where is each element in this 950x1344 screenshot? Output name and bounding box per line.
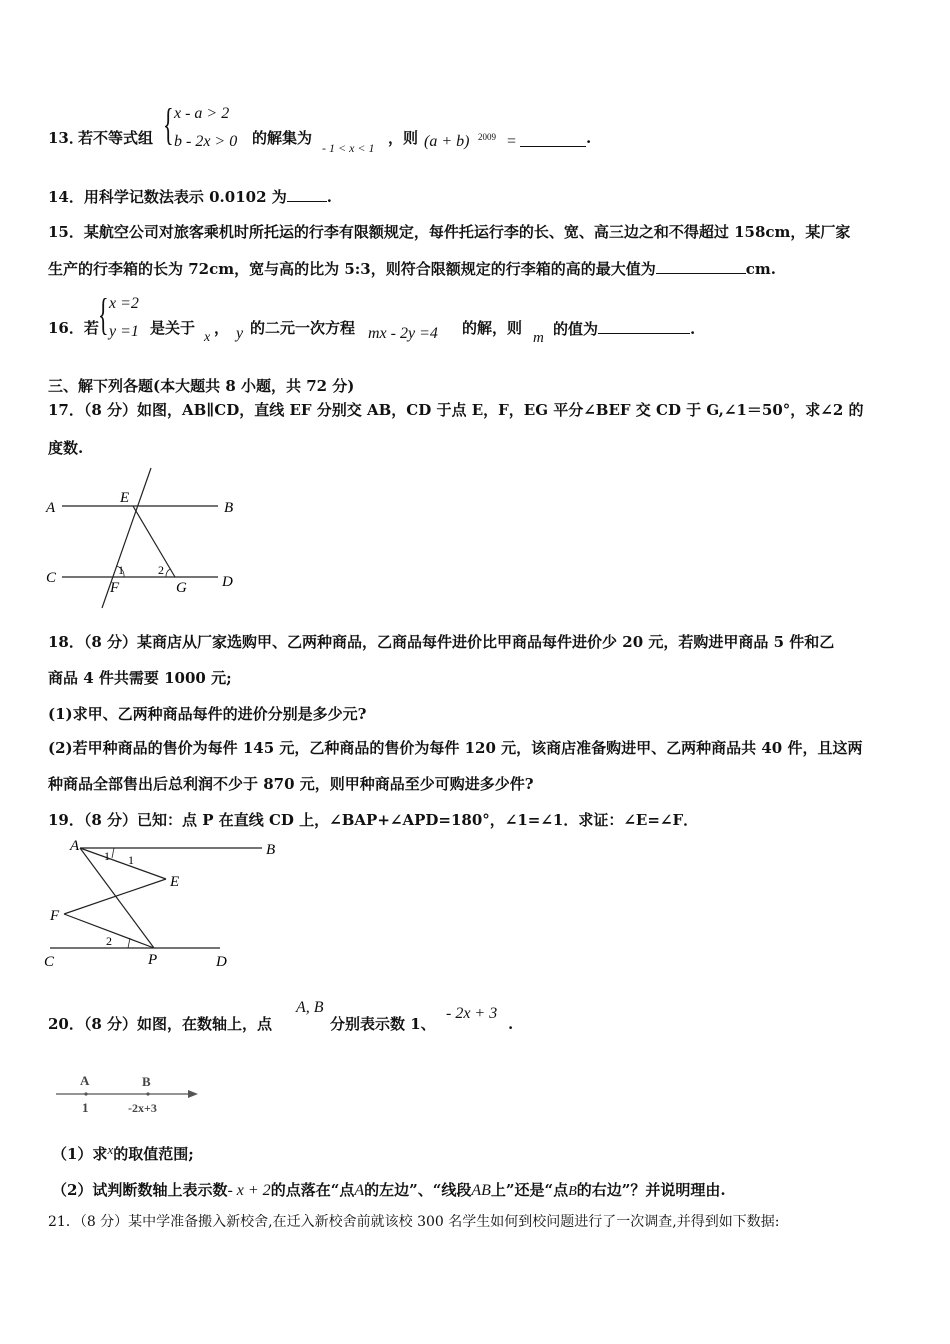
q20-part2-point-b: B	[568, 1184, 577, 1199]
q17-label-e: E	[120, 490, 130, 506]
q13-prefix: 若不等式组	[78, 129, 154, 147]
q16-comma: ，	[214, 319, 230, 337]
q18-part2-line1: (2)若甲种商品的售价为每件 145 元，乙种商品的售价为每件 120 元，该商店准备购进甲、乙两种商品共 40 件，且这两	[48, 739, 863, 757]
q15-unit: cm.	[745, 260, 776, 278]
q17-label-f: F	[110, 580, 120, 596]
q17-figure	[40, 462, 250, 612]
q17-label-g: G	[176, 580, 187, 596]
q13-system-line2: b - 2x > 0	[174, 133, 238, 150]
q20-part2-post: 的右边”？并说明理由.	[576, 1181, 726, 1199]
q20-part2-point-a: A	[354, 1182, 365, 1199]
q15-answer-blank	[656, 258, 746, 274]
q20-points: A, B	[296, 999, 324, 1016]
q19-figure	[40, 834, 290, 974]
q13-middle: 的解集为	[252, 129, 313, 147]
q16-answer-blank	[598, 318, 690, 334]
q19-angle-mark1	[112, 848, 114, 858]
q15-line2	[48, 258, 776, 279]
q18-part1: (1)求甲、乙两种商品每件的进价分别是多少元?	[48, 705, 367, 723]
q20-part2-expr: - x + 2	[227, 1182, 271, 1199]
q18-line1: 18．（8 分）某商店从厂家选购甲、乙两种商品，乙商品每件进价比甲商品每件进价少 20 元，若购进甲商品 5 件和乙	[48, 633, 835, 651]
q20-expression: - 2x + 3	[446, 1005, 498, 1022]
q15-line1: 15．某航空公司对旅客乘机时所托运的行李有限额规定，每件托运行李的长、宽、高三边之和不得超过 158cm，某厂家	[48, 223, 851, 241]
q13-number: 13．	[48, 129, 84, 147]
q16-mid1: 是关于	[150, 319, 196, 337]
q20-part2-prefix: （2）试判断数轴上表示数	[52, 1181, 228, 1199]
q17-line2: 度数.	[48, 439, 84, 457]
q20-part1-post: 的取值范围;	[113, 1145, 194, 1163]
q19-label-c: C	[44, 954, 55, 970]
q19-label-b: B	[266, 842, 276, 858]
q20-label-b: B	[142, 1074, 151, 1089]
q20-prefix: 20．（8 分）如图，在数轴上，点	[48, 1015, 273, 1033]
q20-number-line	[52, 1068, 212, 1120]
q14-answer-blank	[287, 186, 327, 202]
q16-post: 的值为 .	[553, 320, 696, 338]
q16-mid2: 的二元一次方程	[250, 319, 356, 337]
q20-part2	[52, 1180, 726, 1202]
q20-part1	[52, 1144, 194, 1165]
q18-part2-line2: 种商品全部售出后总利润不少于 870 元，则甲种商品至少可购进多少件?	[48, 775, 534, 793]
q16-system-line1: x =2	[109, 295, 139, 312]
q20-part1-prefix: （1）求	[52, 1145, 108, 1163]
q19-label-d: D	[216, 954, 227, 970]
q16-post-content: 的值为	[553, 320, 599, 338]
q16-equation: mx - 2y =4	[368, 325, 438, 342]
q14-text-content: 14．用科学记数法表示 0.0102 为	[48, 188, 287, 206]
q20-value-a: 1	[82, 1100, 89, 1115]
q19-segment-ef	[64, 879, 166, 914]
q17-label-b: B	[224, 500, 234, 516]
q20-part1-var: x	[107, 1142, 114, 1157]
q16-number: 16．若	[48, 319, 99, 337]
q19-label-1b: 1	[128, 853, 134, 867]
q16-system-line2: y =1	[109, 323, 139, 340]
q16-var-y: y	[236, 325, 244, 342]
q17-label-d: D	[222, 574, 233, 590]
q17-label-1: 1	[118, 563, 124, 577]
q13-system-line1: x - a > 2	[174, 105, 230, 122]
q17-line1: 17．（8 分）如图，AB∥CD，直线 EF 分别交 AB，CD 于点 E，F，EG 平分∠BEF 交 CD 于 G,∠1＝50°，求∠2 的	[48, 401, 864, 419]
q16-var-x: x	[204, 330, 211, 345]
q20-point-b	[146, 1092, 149, 1095]
q20-part2-mid1: 的点落在“点	[270, 1181, 355, 1199]
q20-middle: 分别表示数 1、	[330, 1015, 436, 1033]
q13-solution: - 1 < x < 1	[322, 141, 375, 155]
q16-mid3: 的解，则	[462, 319, 523, 337]
q16-brace: {	[98, 290, 109, 339]
section-3-title: 三、解下列各题(本大题共 8 小题，共 72 分)	[48, 377, 355, 395]
q19-label-e: E	[170, 874, 180, 890]
q20-point-a	[84, 1092, 87, 1095]
q19-label-1a: 1	[104, 849, 110, 863]
q17-label-c: C	[46, 570, 57, 586]
q17-label-a: A	[46, 500, 56, 516]
q13-post: ，则	[388, 129, 419, 147]
q19-segment-ae	[80, 848, 166, 879]
q20-part2-mid3: 上”还是“点	[490, 1181, 569, 1199]
q19-angle-mark2	[128, 938, 130, 948]
q13-brace: {	[163, 100, 174, 149]
q21-text: 21．（8 分）某中学准备搬入新校舍,在迁入新校舍前就该校 300 名学生如何到校问题进行了一次调查,并得到如下数据:	[48, 1214, 780, 1230]
q20-end: .	[508, 1015, 514, 1033]
q13-answer-blank	[520, 146, 586, 147]
q13-expression: (a + b)	[424, 133, 470, 150]
q17-segment-eg	[133, 506, 175, 577]
q20-part2-segment-ab: AB	[471, 1182, 491, 1199]
q17-angle2-arc	[166, 569, 170, 577]
q16-var-m: m	[533, 330, 544, 346]
q13-equals: =	[507, 133, 517, 150]
q19-label-a: A	[70, 838, 80, 854]
q19-label-p: P	[148, 952, 158, 968]
q13-exponent: 2009	[478, 132, 496, 142]
q17-label-2: 2	[158, 563, 164, 577]
q20-part2-mid2: 的左边”、“线段	[364, 1181, 472, 1199]
q19-text: 19．（8 分）已知：点 P 在直线 CD 上，∠BAP+∠APD=180°，∠1=∠1．求证：∠E=∠F．	[48, 811, 699, 829]
q20-value-b: -2x+3	[128, 1101, 157, 1115]
q19-label-f: F	[50, 908, 60, 924]
q20-axis-arrow	[188, 1090, 198, 1098]
q14-text: 14．用科学记数法表示 0.0102 为 .	[48, 188, 332, 206]
q20-label-a: A	[80, 1073, 90, 1088]
q15-line2-content: 生产的行李箱的长为 72cm，宽与高的比为 5:3，则符合限额规定的行李箱的高的最大值为	[48, 260, 656, 278]
q19-label-2: 2	[106, 934, 112, 948]
q19-segment-ap	[80, 848, 154, 948]
q18-line2: 商品 4 件共需要 1000 元;	[48, 669, 232, 687]
